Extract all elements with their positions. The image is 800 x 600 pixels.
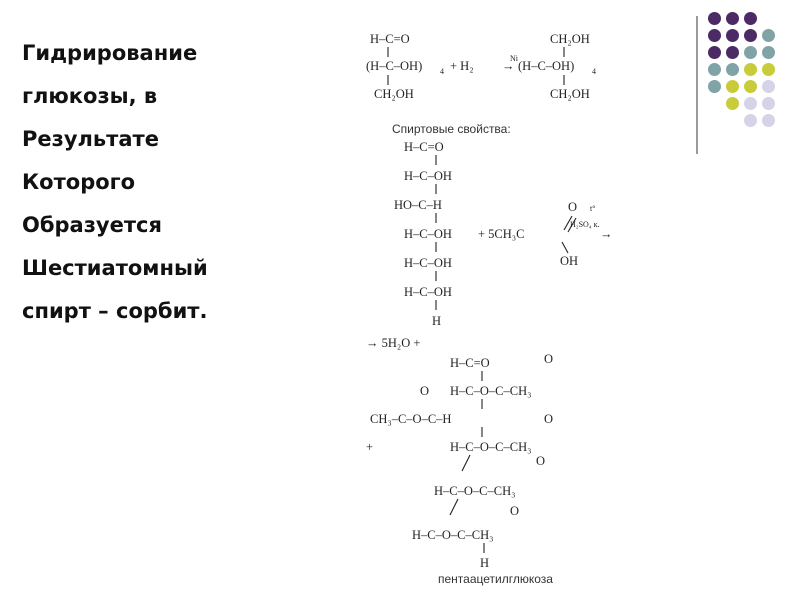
decor-dot [708, 29, 721, 42]
catalyst-nickel: Ni [510, 54, 518, 63]
title-line-5: Образуется [22, 213, 162, 237]
glucose-chain-count: 4 [440, 67, 444, 76]
decor-divider-line [696, 16, 698, 154]
decor-dot [726, 12, 739, 25]
decor-dot [726, 80, 739, 93]
title-line-1: Гидрирование [22, 41, 198, 65]
decor-dot [744, 97, 757, 110]
decor-dot [708, 63, 721, 76]
glucose-row-2: H–C–OH [404, 169, 452, 183]
title-line-4: Которого [22, 170, 136, 194]
ester-o-1: O [544, 352, 554, 366]
decor-dot [726, 46, 739, 59]
sorbitol-chain: (H–C–OH) [518, 59, 575, 73]
decorative-dot-grid [690, 10, 800, 150]
ester-row-3: CH₃–C–O–C–H [370, 412, 452, 426]
decor-dot [726, 29, 739, 42]
acid-hydroxyl: OH [560, 254, 579, 268]
glucose-row-3: HO–C–H [394, 198, 442, 212]
decor-dot [762, 29, 775, 42]
decor-dot [744, 29, 757, 42]
decor-dot [762, 80, 775, 93]
ester-o-2: O [420, 384, 430, 398]
glucose-chain: (H–C–OH) [366, 59, 423, 73]
reaction-esterification [366, 122, 613, 586]
ester-row-5: H–C–O–C–CH₃ [434, 484, 516, 498]
ester-o-3: O [544, 412, 554, 426]
reaction-arrow-1: → [502, 59, 515, 73]
condition-temperature: t° [590, 204, 596, 213]
ester-row-7: H [480, 556, 490, 570]
plus-sign: + [366, 440, 374, 454]
reaction-hydrogenation [366, 32, 596, 101]
decor-dot [726, 63, 739, 76]
decor-dot [708, 46, 721, 59]
title-line-6: Шестиатомный [22, 256, 208, 280]
decor-dot [762, 46, 775, 59]
reaction-arrow-2: → [600, 227, 613, 241]
glucose-row-6: H–C–OH [404, 285, 452, 299]
decor-dot [744, 114, 757, 127]
sorbitol-bottom: CH₂OH [550, 87, 590, 101]
acid-carbonyl-o: O [568, 200, 578, 214]
decor-dot [762, 63, 775, 76]
decor-dot [708, 12, 721, 25]
ester-row-1: H–C=O [450, 356, 490, 370]
decor-dot [708, 80, 721, 93]
ester-row-2: H–C–O–C–CH₃ [450, 384, 532, 398]
ester-row-4: H–C–O–C–CH₃ [450, 440, 532, 454]
ester-o-4: O [536, 454, 546, 468]
glucose-ch2oh: CH₂OH [374, 87, 414, 101]
title-line-2: глюкозы, в [22, 84, 158, 108]
decor-dot [744, 80, 757, 93]
plus-acetic-acid: + 5CH₃C [478, 227, 525, 241]
slide-title [22, 32, 322, 333]
condition-catalyst: H₂SO₄ к. [570, 220, 600, 229]
ester-row-6: H–C–O–C–CH₃ [412, 528, 494, 542]
glucose-row-4: H–C–OH [404, 227, 452, 241]
decor-dot [744, 46, 757, 59]
glucose-row-5: H–C–OH [404, 256, 452, 270]
product-name: пентаацетилглюкоза [438, 572, 553, 586]
title-line-7: спирт – сорбит. [22, 299, 208, 323]
glucose-row-7: H [432, 314, 442, 328]
title-line-3: Результате [22, 127, 159, 151]
products-water: → 5H₂O + [366, 336, 421, 350]
glucose-row-1: H–C=O [404, 140, 444, 154]
decor-dot [744, 12, 757, 25]
glucose-aldehyde-group: H–C=O [370, 32, 410, 46]
sorbitol-top: CH₂OH [550, 32, 590, 46]
decor-dot [744, 63, 757, 76]
sorbitol-chain-count: 4 [592, 67, 596, 76]
decor-dot [726, 97, 739, 110]
alcohol-properties-heading: Спиртовые свойства: [392, 122, 511, 136]
decor-dot [762, 114, 775, 127]
ester-o-5: O [510, 504, 520, 518]
chemical-equations [350, 25, 640, 595]
plus-hydrogen: + H₂ [450, 59, 474, 73]
decor-dot [762, 97, 775, 110]
